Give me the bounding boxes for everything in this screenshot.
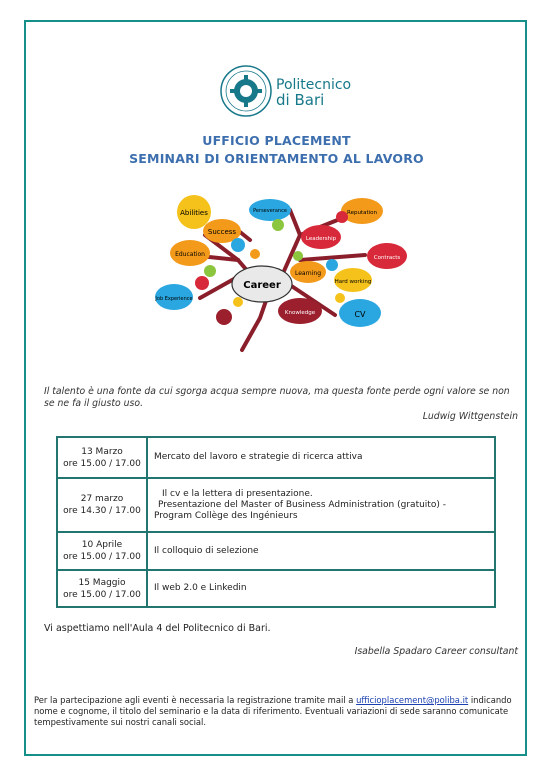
abilities-label: Abilities <box>180 209 208 217</box>
note-text-before: Per la partecipazione agli eventi è necessaria la registrazione tramite mail a <box>34 695 357 705</box>
email-link[interactable]: ufficioplacement@poliba.it <box>356 695 469 705</box>
seminar-topic: Il web 2.0 e Linkedin <box>154 583 247 593</box>
logo-line-2: di Bari <box>276 91 325 109</box>
leadership-label: Leadership <box>305 236 337 242</box>
dot-node <box>204 265 216 277</box>
perseverance-label: Perseverance <box>253 208 287 214</box>
job-experience-label: Job Experience <box>155 296 193 302</box>
topic-cell <box>147 570 495 607</box>
date-cell <box>57 570 147 607</box>
dot-node <box>216 309 232 325</box>
career-tree-illustration <box>150 190 401 360</box>
quote-text: Il talento è una fonte da cui sgorga acqua sempre nuova, ma questa fonte perde ogni valore se non se ne fa il giusto uso. <box>44 386 510 409</box>
office-title: UFFICIO PLACEMENT <box>202 133 351 148</box>
date-cell <box>57 478 147 532</box>
seminar-time: ore 14.30 / 17.00 <box>63 506 141 516</box>
dot-node <box>293 251 303 261</box>
learning-label: Learning <box>294 270 322 277</box>
seminar-time: ore 15.00 / 17.00 <box>63 458 141 469</box>
registration-note <box>34 695 518 728</box>
table-row <box>57 437 495 478</box>
topic-cell <box>147 478 495 532</box>
seminar-topic: Program Collège des Ingénieurs <box>154 510 298 521</box>
education-label: Education <box>175 251 205 258</box>
seminar-topic: Mercato del lavoro e strategie di ricerca attiva <box>154 452 363 462</box>
contracts-label: Contracts <box>373 255 401 261</box>
topic-cell <box>147 437 495 478</box>
dot-node <box>272 219 284 231</box>
topic-cell <box>147 532 495 570</box>
dot-node <box>326 259 338 271</box>
dot-node <box>231 238 245 252</box>
date-cell <box>57 532 147 570</box>
seminar-topic: Il colloquio di selezione <box>154 545 259 556</box>
seminar-date: 13 Marzo <box>81 446 123 457</box>
quote-author: Ludwig Wittgenstein <box>422 411 518 422</box>
table-row <box>57 532 495 570</box>
dot-node <box>336 211 348 223</box>
note-text-after: indicando nome e cognome, il titolo del seminario e la data di riferimento. Eventuali variazioni di sede saranno comunicate tempestivamente sui nostri canali social. <box>34 695 512 727</box>
seminar-schedule-table <box>56 436 496 608</box>
career-center-label: Career <box>243 280 281 291</box>
seminar-time: ore 15.00 / 17.00 <box>63 552 141 562</box>
seminar-title: SEMINARI DI ORIENTAMENTO AL LAVORO <box>129 151 424 166</box>
seminar-topic: Presentazione del Master of Business Administration (gratuito) - <box>158 499 446 510</box>
dot-node <box>195 276 209 290</box>
dot-node <box>250 249 260 259</box>
politecnico-seal-logo <box>219 64 273 118</box>
success-label: Success <box>207 228 237 236</box>
hard-working-label: Hard working <box>334 279 372 285</box>
table-row <box>57 478 495 532</box>
institution-name <box>276 78 351 108</box>
seminar-date: 15 Maggio <box>78 577 126 588</box>
seminar-time: ore 15.00 / 17.00 <box>63 589 141 600</box>
knowledge-label: Knowledge <box>284 310 316 316</box>
signature: Isabella Spadaro Career consultant <box>354 646 518 657</box>
closing-text: Vi aspettiamo nell'Aula 4 del Politecnico di Bari. <box>44 623 271 634</box>
logo-line-1: Politecnico <box>276 77 352 93</box>
date-cell <box>57 437 147 478</box>
seminar-topic: Il cv e la lettera di presentazione. <box>162 488 313 499</box>
seminar-date: 10 Aprile <box>81 540 123 550</box>
dot-node <box>335 293 345 303</box>
reputation-label: Reputation <box>347 210 377 216</box>
dot-node <box>233 297 243 307</box>
seminar-date: 27 marzo <box>80 494 124 504</box>
cv-label: CV <box>354 310 366 319</box>
table-row <box>57 570 495 607</box>
